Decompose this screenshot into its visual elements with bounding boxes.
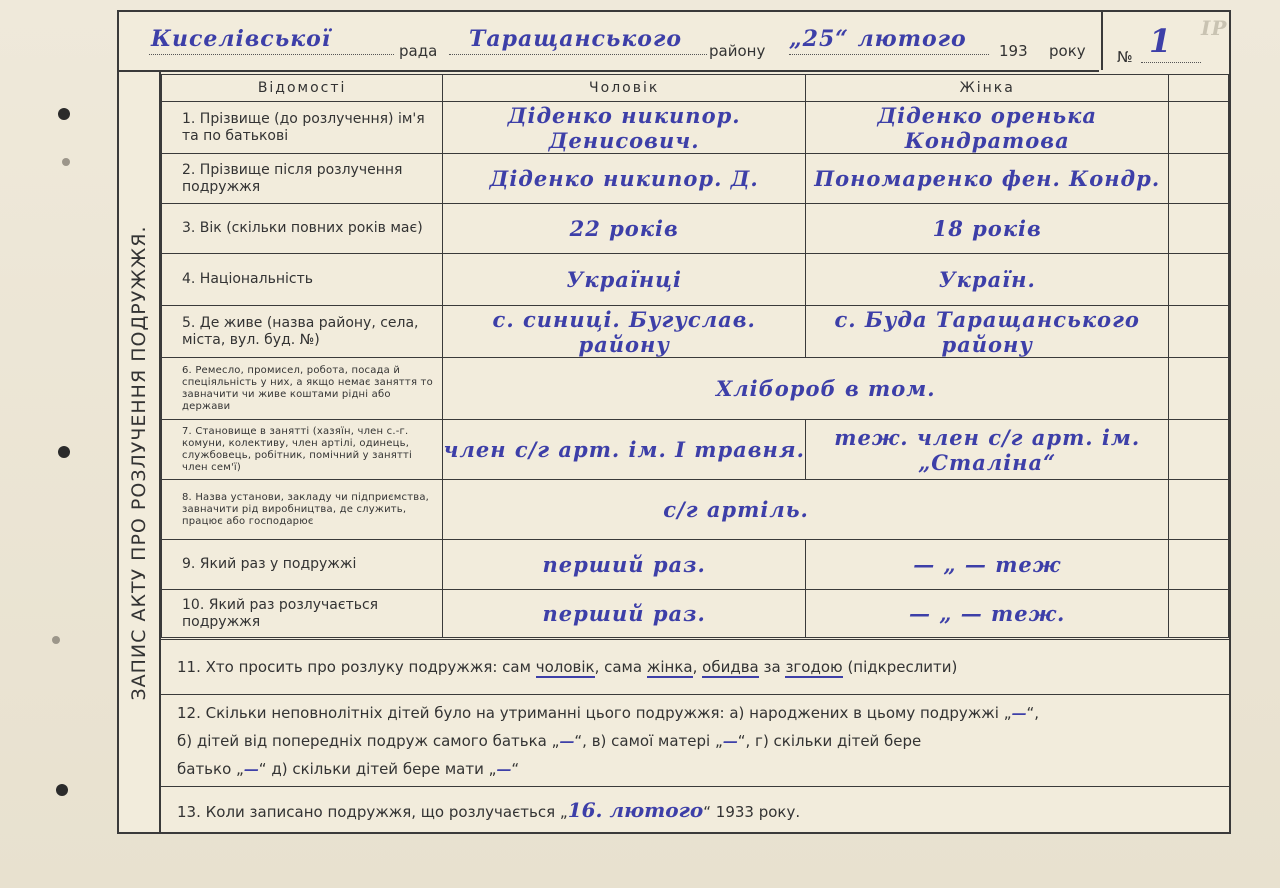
council-label: рада — [399, 42, 438, 60]
punch-hole — [58, 446, 70, 458]
wife-value: 18 років — [806, 204, 1169, 254]
punch-hole — [56, 784, 68, 796]
corner-mark: ІР — [1201, 16, 1228, 40]
year-label: року — [1049, 42, 1086, 60]
column-header-empty — [1169, 75, 1229, 102]
wife-value: с. Буда Таращанського району — [806, 306, 1169, 358]
workplace-value: с/г артіль. — [443, 480, 1169, 540]
husband-value: с. синиці. Бугуслав. району — [443, 306, 806, 358]
table-row — [162, 254, 1229, 306]
table-row — [162, 540, 1229, 590]
year-prefix: 193 — [999, 42, 1028, 60]
option-wife: жінка — [646, 658, 693, 676]
wife-value: Пономаренко фен. Кондр. — [806, 154, 1169, 204]
wife-value: теж. член с/г арт. ім. „Сталіна“ — [806, 420, 1169, 480]
wife-value: Україн. — [806, 254, 1169, 306]
wife-value: — „ — теж. — [806, 590, 1169, 638]
table-row — [162, 306, 1229, 358]
record-number: 1 — [1149, 22, 1173, 60]
record-date: „25“ лютого — [789, 26, 967, 52]
side-title-column — [119, 72, 161, 832]
table-row — [162, 590, 1229, 638]
row-label: 10. Який раз розлучається подружжя — [162, 590, 443, 638]
column-header-husband: Чоловік — [443, 75, 806, 102]
district-name: Таращанського — [469, 26, 683, 52]
option-husband: чоловік — [535, 658, 595, 676]
husband-value: перший раз. — [443, 540, 806, 590]
table-row — [162, 154, 1229, 204]
question-12: 12. Скільки неповнолітніх дітей було на утриманні цього подружжя: а) народжених в цьому подружжі „—“, б) дітей від попередніх подруж самого батька „—“, в) самої матері „—“, г) скільки дітей бере батько „—“ д) скільки дітей бере мати „—“ — [161, 694, 1229, 786]
row-label: 6. Ремесло, промисел, робота, посада й спеціяльність у них, а якщо немає заняття то завначити чи живе коштами рідні або держави — [162, 358, 443, 420]
council-name: Киселівської — [151, 26, 332, 52]
punch-hole — [58, 108, 70, 120]
option-both: обидва — [702, 658, 759, 676]
side-title: ЗАПИС АКТУ ПРО РОЗЛУЧЕННЯ ПОДРУЖЖЯ. — [128, 225, 150, 701]
number-label: № — [1117, 48, 1133, 66]
punch-hole — [62, 158, 70, 166]
row-label: 5. Де живе (назва району, села, міста, вул. буд. №) — [162, 306, 443, 358]
details-table — [161, 74, 1229, 638]
husband-value: Українці — [443, 254, 806, 306]
table-row — [162, 204, 1229, 254]
table-row — [162, 480, 1229, 540]
form-header — [119, 12, 1099, 72]
row-label: 8. Назва установи, закладу чи підприємства, завначити рід виробництва, де служить, працює або господарює — [162, 480, 443, 540]
bottom-questions — [161, 639, 1229, 833]
row-label: 9. Який раз у подружжі — [162, 540, 443, 590]
husband-value: 22 років — [443, 204, 806, 254]
column-header-info: Відомості — [162, 75, 443, 102]
husband-value: Діденко никипор. Денисович. — [443, 102, 806, 154]
wife-value: — „ — теж — [806, 540, 1169, 590]
record-number-box — [1101, 12, 1231, 70]
row-label: 3. Вік (скільки повних років має) — [162, 204, 443, 254]
option-agreement: згодою — [785, 658, 843, 676]
table-row — [162, 102, 1229, 154]
divorce-record-form — [117, 10, 1231, 834]
row-label: 7. Становище в занятті (хазяїн, член с.-г. комуни, колективу, член артілі, одинець, службовець, робітник, помічний у занятті член сем'ї) — [162, 420, 443, 480]
record-date-handwritten: 16. лютого — [567, 798, 704, 822]
table-row — [162, 358, 1229, 420]
husband-value: перший раз. — [443, 590, 806, 638]
row-label: 4. Національність — [162, 254, 443, 306]
husband-value: член с/г арт. ім. І травня. — [443, 420, 806, 480]
question-13: 13. Коли записано подружжя, що розлучається „16. лютого“ 1933 року. — [161, 786, 1229, 833]
wife-value: Діденко оренька Кондратова — [806, 102, 1169, 154]
occupation-value: Хлібороб в том. — [443, 358, 1169, 420]
table-row — [162, 420, 1229, 480]
column-header-wife: Жінка — [806, 75, 1169, 102]
husband-value: Діденко никипор. Д. — [443, 154, 806, 204]
row-label: 1. Прізвище (до розлучення) ім'я та по батькові — [162, 102, 443, 154]
question-11: 11. Хто просить про розлуку подружжя: сам чоловік, сама жінка, обидва за згодою (підкреслити) — [161, 639, 1229, 694]
row-label: 2. Прізвище після розлучення подружжя — [162, 154, 443, 204]
district-label: району — [709, 42, 766, 60]
table-header-row — [162, 75, 1229, 102]
punch-hole — [52, 636, 60, 644]
